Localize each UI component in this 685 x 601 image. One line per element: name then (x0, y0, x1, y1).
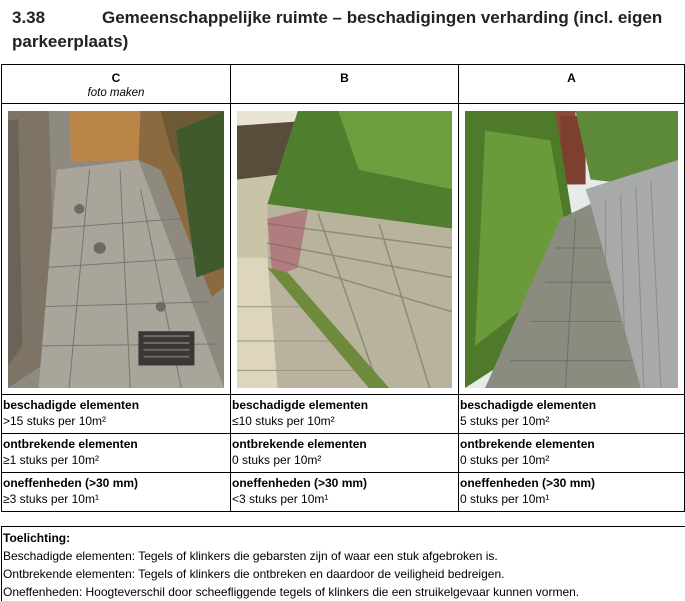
criterion-cell (231, 473, 459, 512)
criterion-value: 0 stuks per 10m² (460, 453, 550, 467)
header-row (2, 65, 685, 104)
criteria-row-damaged (2, 395, 685, 434)
column-header-a (459, 65, 685, 104)
column-header-b (231, 65, 459, 104)
photo-ivy-fence-path (237, 111, 452, 388)
photo-cell-a (459, 104, 685, 395)
criterion-value: ≤10 stuks per 10m² (232, 414, 335, 428)
criterion-value: <3 stuks per 10m¹ (232, 492, 329, 506)
photo-row (2, 104, 685, 395)
column-header-c (2, 65, 231, 104)
criterion-cell (2, 473, 231, 512)
criterion-cell (459, 473, 685, 512)
criterion-value: ≥3 stuks per 10m¹ (3, 492, 99, 506)
criterion-value: ≥1 stuks per 10m² (3, 453, 99, 467)
criterion-label: beschadigde elementen (3, 398, 140, 412)
criterion-value: 5 stuks per 10m² (460, 414, 550, 428)
criterion-label: ontbrekende elementen (460, 437, 595, 451)
column-label: C (111, 71, 121, 85)
section-heading: Gemeenschappelijke ruimte – beschadigingen verharding (incl. eigen parkeerplaats) (12, 8, 663, 51)
criteria-row-unevenness (2, 473, 685, 512)
photo-alley-damaged-paving (8, 111, 224, 388)
column-label: B (340, 71, 349, 85)
criterion-label: oneffenheden (>30 mm) (232, 476, 368, 490)
notes-line-unevenness: Oneffenheden: Hoogteverschil door scheefliggende tegels of klinkers die een struikelgevaar kunnen vormen. (3, 585, 580, 599)
criterion-label: beschadigde elementen (460, 398, 597, 412)
criterion-cell (231, 395, 459, 434)
section-number: 3.38 (12, 8, 46, 27)
criterion-cell (231, 434, 459, 473)
column-label: A (567, 71, 576, 85)
criterion-value: 0 stuks per 10m² (232, 453, 322, 467)
notes-section (1, 526, 685, 601)
criterion-label: beschadigde elementen (232, 398, 369, 412)
column-subheader: foto maken (87, 87, 145, 99)
criterion-cell (2, 395, 231, 434)
section-title (12, 6, 682, 54)
criterion-cell (459, 434, 685, 473)
rating-table (1, 64, 685, 512)
notes-line-damaged: Beschadigde elementen: Tegels of klinkers die gebarsten zijn of waar een stuk afgebroken is. (3, 549, 498, 563)
photo-cell-c (2, 104, 231, 395)
notes-heading: Toelichting: (3, 531, 71, 545)
criterion-label: ontbrekende elementen (232, 437, 367, 451)
criterion-value: >15 stuks per 10m² (3, 414, 107, 428)
criterion-value: 0 stuks per 10m¹ (460, 492, 550, 506)
criteria-row-missing (2, 434, 685, 473)
photo-cell-b (231, 104, 459, 395)
notes-line-missing: Ontbrekende elementen: Tegels of klinkers die ontbreken en daardoor de veiligheid bedreigen. (3, 567, 505, 581)
criterion-label: oneffenheden (>30 mm) (3, 476, 139, 490)
criterion-label: oneffenheden (>30 mm) (460, 476, 596, 490)
criterion-label: ontbrekende elementen (3, 437, 138, 451)
criterion-cell (2, 434, 231, 473)
criterion-cell (459, 395, 685, 434)
photo-clean-paved-path (465, 111, 678, 388)
